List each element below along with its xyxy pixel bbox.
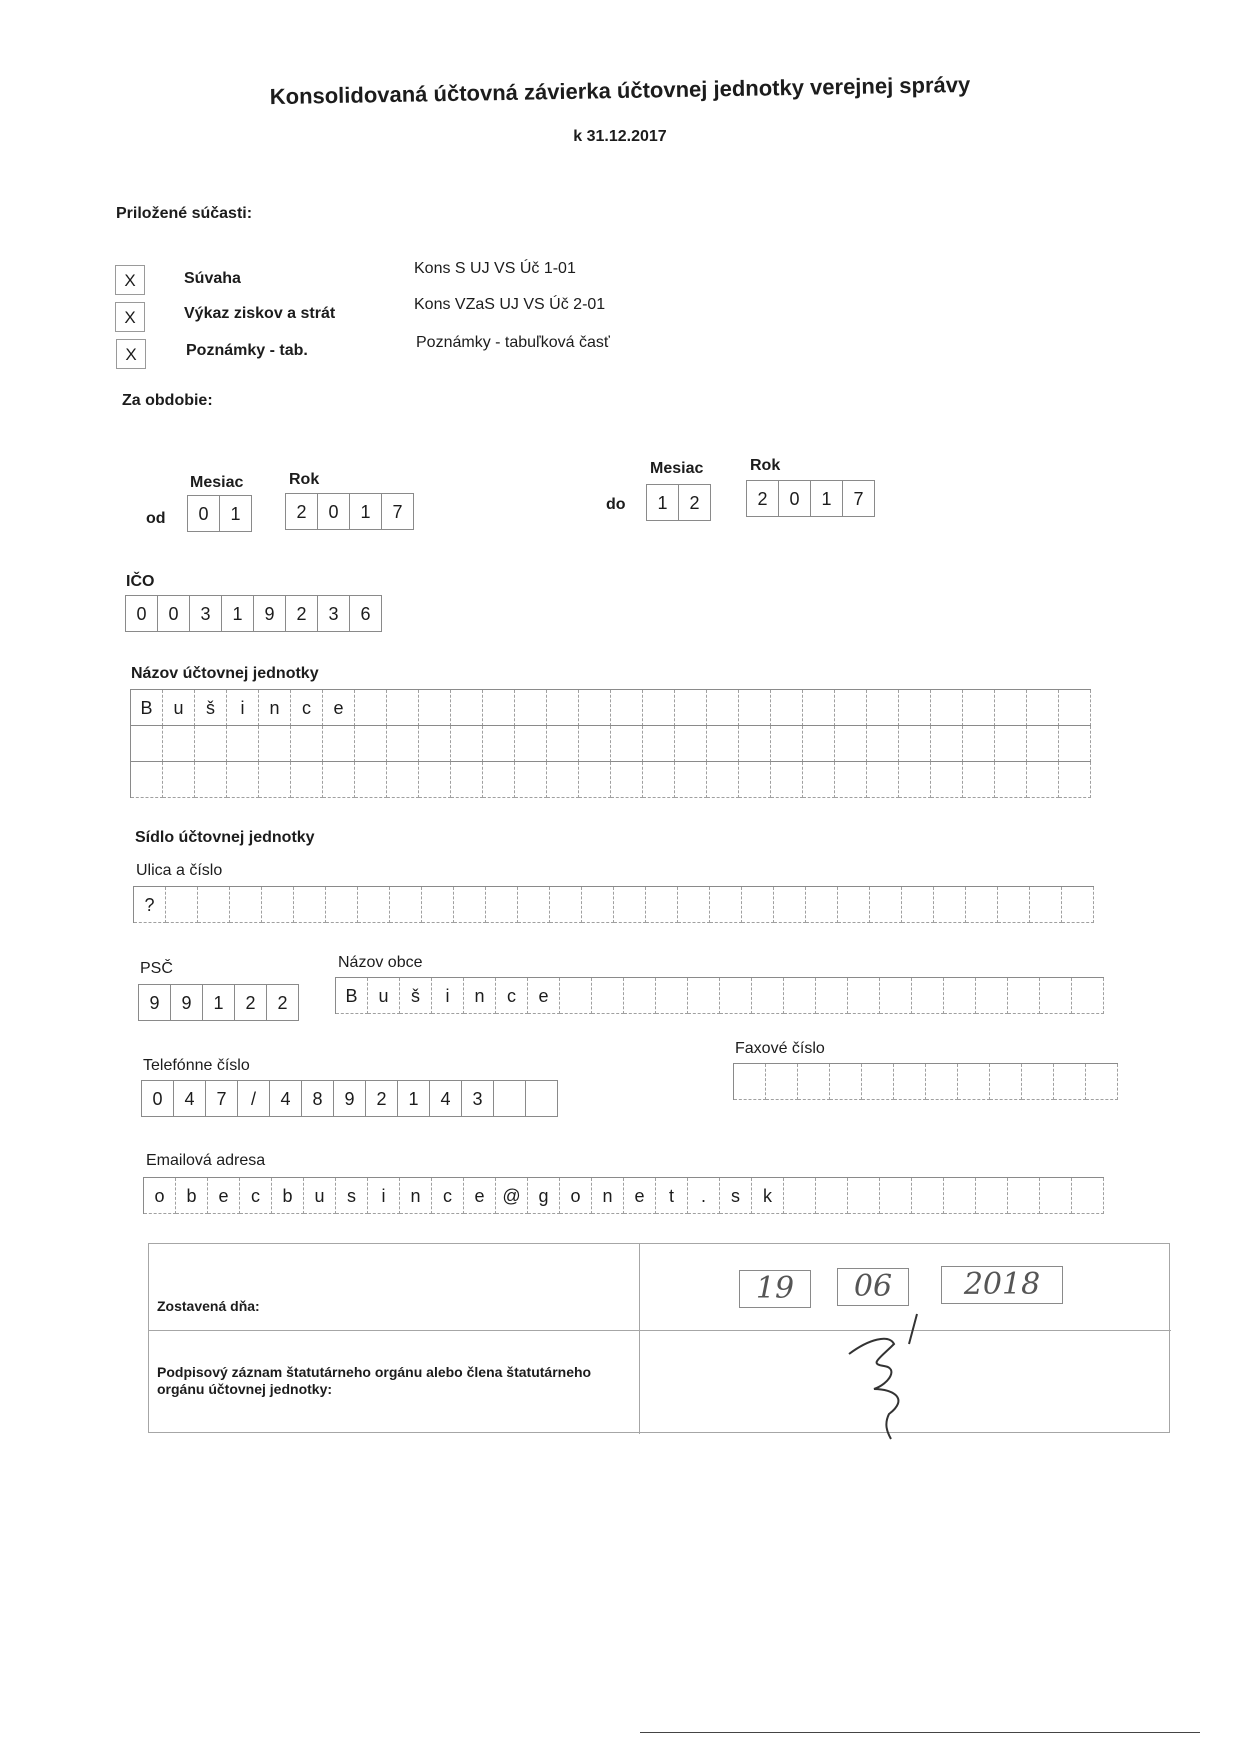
char-cell: i	[432, 978, 464, 1014]
char-cell: 2	[235, 985, 267, 1021]
char-cell	[262, 887, 294, 923]
char-cell	[912, 1178, 944, 1214]
char-cell	[899, 690, 931, 726]
char-cell: e	[624, 1178, 656, 1214]
char-cell	[547, 726, 579, 762]
char-cell	[806, 887, 838, 923]
char-cell	[547, 762, 579, 798]
town-field[interactable]	[335, 977, 1104, 1014]
char-cell	[707, 762, 739, 798]
char-cell	[835, 726, 867, 762]
fax-label: Faxové číslo	[735, 1040, 825, 1057]
page-title: Konsolidovaná účtovná závierka účtovnej jednotky verejnej správy	[269, 71, 971, 110]
char-cell	[931, 762, 963, 798]
ico-label: IČO	[126, 573, 155, 590]
char-cell	[803, 690, 835, 726]
char-cell	[387, 726, 419, 762]
char-cell: .	[688, 1178, 720, 1214]
page-bottom-rule	[640, 1732, 1200, 1733]
char-cell: c	[496, 978, 528, 1014]
char-cell	[798, 1064, 830, 1100]
char-cell	[931, 690, 963, 726]
table-divider	[149, 1330, 1171, 1331]
char-cell: k	[752, 1178, 784, 1214]
char-cell	[870, 887, 902, 923]
char-cell	[355, 726, 387, 762]
from-year-field[interactable]	[285, 493, 414, 530]
char-cell: B	[131, 690, 163, 726]
char-cell	[611, 690, 643, 726]
char-cell	[323, 762, 355, 798]
char-cell: u	[304, 1178, 336, 1214]
char-cell	[643, 690, 675, 726]
char-cell: 9	[254, 596, 286, 632]
char-cell	[944, 1178, 976, 1214]
char-cell	[515, 726, 547, 762]
phone-label: Telefónne číslo	[143, 1057, 250, 1074]
char-cell	[944, 978, 976, 1014]
char-cell: 8	[302, 1081, 334, 1117]
char-cell	[1072, 1178, 1104, 1214]
char-cell: š	[195, 690, 227, 726]
char-cell: /	[238, 1081, 270, 1117]
char-cell	[830, 1064, 862, 1100]
compiled-month: 06	[853, 1269, 893, 1304]
char-cell: o	[144, 1178, 176, 1214]
char-cell	[643, 726, 675, 762]
char-cell	[675, 690, 707, 726]
compiled-year: 2018	[963, 1267, 1041, 1302]
char-cell	[323, 726, 355, 762]
statement-date: k 31.12.2017	[573, 128, 667, 145]
char-cell: 1	[203, 985, 235, 1021]
char-cell	[688, 978, 720, 1014]
char-cell	[1062, 887, 1094, 923]
attachment-name-suvaha: Súvaha	[184, 270, 241, 287]
char-cell: 0	[779, 481, 811, 517]
char-cell	[739, 762, 771, 798]
char-cell	[515, 690, 547, 726]
char-cell: n	[259, 690, 291, 726]
char-cell	[163, 726, 195, 762]
char-cell	[579, 690, 611, 726]
char-cell	[1030, 887, 1062, 923]
char-cell	[934, 887, 966, 923]
char-cell: 4	[270, 1081, 302, 1117]
attachment-code-vzas: Kons VZaS UJ VS Úč 2-01	[414, 296, 606, 313]
char-cell	[848, 1178, 880, 1214]
char-cell: i	[368, 1178, 400, 1214]
unit-name-row-2[interactable]	[130, 725, 1091, 762]
char-cell	[451, 762, 483, 798]
char-cell	[579, 726, 611, 762]
char-cell	[526, 1081, 558, 1117]
char-cell: 1	[220, 496, 252, 532]
char-cell	[784, 978, 816, 1014]
char-cell	[291, 726, 323, 762]
char-cell	[963, 726, 995, 762]
char-cell: 0	[158, 596, 190, 632]
to-year-label: Rok	[750, 457, 781, 474]
char-cell: 0	[188, 496, 220, 532]
char-cell: s	[336, 1178, 368, 1214]
char-cell	[518, 887, 550, 923]
char-cell	[966, 887, 998, 923]
char-cell	[774, 887, 806, 923]
char-cell	[483, 762, 515, 798]
char-cell	[963, 762, 995, 798]
char-cell: e	[464, 1178, 496, 1214]
char-cell: 2	[679, 485, 711, 521]
char-cell: 1	[398, 1081, 430, 1117]
char-cell	[1059, 690, 1091, 726]
char-cell	[1027, 726, 1059, 762]
char-cell	[710, 887, 742, 923]
char-cell	[131, 762, 163, 798]
char-cell	[390, 887, 422, 923]
char-cell	[515, 762, 547, 798]
street-field[interactable]	[133, 886, 1094, 923]
char-cell	[771, 690, 803, 726]
char-cell	[1022, 1064, 1054, 1100]
char-cell	[862, 1064, 894, 1100]
attachment-code-poznamky: Poznámky - tabuľková časť	[416, 334, 610, 351]
char-cell	[931, 726, 963, 762]
char-cell: 9	[139, 985, 171, 1021]
char-cell	[230, 887, 262, 923]
from-month-label: Mesiac	[190, 474, 244, 491]
char-cell	[720, 978, 752, 1014]
period-heading: Za obdobie:	[122, 392, 213, 409]
char-cell	[880, 1178, 912, 1214]
char-cell: 1	[647, 485, 679, 521]
char-cell	[899, 726, 931, 762]
char-cell	[894, 1064, 926, 1100]
char-cell	[990, 1064, 1022, 1100]
attachment-check-poznamky[interactable]: X	[116, 339, 146, 369]
char-cell	[1072, 978, 1104, 1014]
compiled-month-field[interactable]	[837, 1268, 909, 1306]
char-cell	[451, 690, 483, 726]
char-cell: s	[720, 1178, 752, 1214]
signature-table	[148, 1243, 1170, 1433]
char-cell	[646, 887, 678, 923]
char-cell	[259, 726, 291, 762]
char-cell	[1027, 762, 1059, 798]
char-cell	[675, 762, 707, 798]
char-cell	[387, 762, 419, 798]
char-cell: u	[163, 690, 195, 726]
char-cell: @	[496, 1178, 528, 1214]
char-cell	[880, 978, 912, 1014]
char-cell	[131, 726, 163, 762]
char-cell	[739, 690, 771, 726]
char-cell	[643, 762, 675, 798]
char-cell	[419, 762, 451, 798]
char-cell: 1	[350, 494, 382, 530]
char-cell	[867, 690, 899, 726]
char-cell: b	[272, 1178, 304, 1214]
from-label: od	[146, 510, 166, 527]
from-year-label: Rok	[289, 471, 320, 488]
email-field[interactable]	[143, 1177, 1104, 1214]
char-cell	[195, 762, 227, 798]
char-cell	[579, 762, 611, 798]
char-cell	[912, 978, 944, 1014]
char-cell: 2	[286, 596, 318, 632]
char-cell	[734, 1064, 766, 1100]
char-cell	[867, 762, 899, 798]
town-label: Názov obce	[338, 954, 423, 971]
from-month-field[interactable]	[187, 495, 252, 532]
char-cell	[451, 726, 483, 762]
char-cell	[355, 690, 387, 726]
char-cell	[803, 762, 835, 798]
char-cell	[784, 1178, 816, 1214]
char-cell	[259, 762, 291, 798]
char-cell	[958, 1064, 990, 1100]
char-cell	[995, 690, 1027, 726]
char-cell: c	[291, 690, 323, 726]
char-cell	[998, 887, 1030, 923]
char-cell	[771, 762, 803, 798]
char-cell	[1040, 1178, 1072, 1214]
table-divider	[639, 1244, 640, 1434]
to-year-field[interactable]	[746, 480, 875, 517]
char-cell: e	[323, 690, 355, 726]
compiled-day: 19	[755, 1271, 795, 1306]
char-cell	[766, 1064, 798, 1100]
char-cell: ?	[134, 887, 166, 923]
char-cell: n	[464, 978, 496, 1014]
char-cell	[707, 690, 739, 726]
char-cell	[198, 887, 230, 923]
char-cell	[422, 887, 454, 923]
char-cell	[294, 887, 326, 923]
char-cell	[1008, 1178, 1040, 1214]
char-cell: 1	[222, 596, 254, 632]
char-cell: 7	[382, 494, 414, 530]
char-cell	[976, 1178, 1008, 1214]
to-label: do	[606, 496, 626, 513]
handwritten-signature-icon	[839, 1304, 949, 1444]
char-cell	[739, 726, 771, 762]
char-cell	[624, 978, 656, 1014]
char-cell	[771, 726, 803, 762]
char-cell	[195, 726, 227, 762]
char-cell: 3	[462, 1081, 494, 1117]
char-cell	[486, 887, 518, 923]
attachment-name-poznamky: Poznámky - tab.	[186, 342, 308, 359]
char-cell	[166, 887, 198, 923]
char-cell: n	[400, 1178, 432, 1214]
char-cell	[926, 1064, 958, 1100]
street-label: Ulica a číslo	[136, 862, 223, 879]
char-cell: 2	[747, 481, 779, 517]
char-cell	[611, 762, 643, 798]
char-cell	[611, 726, 643, 762]
char-cell	[547, 690, 579, 726]
char-cell: c	[240, 1178, 272, 1214]
char-cell: B	[336, 978, 368, 1014]
char-cell: 1	[811, 481, 843, 517]
compiled-year-field[interactable]	[941, 1266, 1063, 1304]
char-cell	[675, 726, 707, 762]
unit-name-row-1[interactable]	[130, 689, 1091, 726]
char-cell: e	[208, 1178, 240, 1214]
attachment-check-vzas[interactable]: X	[115, 302, 145, 332]
char-cell	[358, 887, 390, 923]
char-cell: c	[432, 1178, 464, 1214]
char-cell	[678, 887, 710, 923]
email-label: Emailová adresa	[146, 1152, 266, 1169]
attachment-code-suvaha: Kons S UJ VS Úč 1-01	[414, 260, 576, 277]
char-cell: 6	[350, 596, 382, 632]
char-cell	[742, 887, 774, 923]
char-cell	[899, 762, 931, 798]
char-cell: e	[528, 978, 560, 1014]
char-cell	[835, 690, 867, 726]
char-cell	[582, 887, 614, 923]
char-cell	[838, 887, 870, 923]
char-cell	[614, 887, 646, 923]
char-cell: 0	[126, 596, 158, 632]
seat-heading: Sídlo účtovnej jednotky	[135, 829, 315, 846]
char-cell	[483, 726, 515, 762]
char-cell	[963, 690, 995, 726]
char-cell: i	[227, 690, 259, 726]
char-cell	[1054, 1064, 1086, 1100]
char-cell	[550, 887, 582, 923]
char-cell	[1008, 978, 1040, 1014]
char-cell: o	[560, 1178, 592, 1214]
char-cell	[454, 887, 486, 923]
char-cell	[483, 690, 515, 726]
char-cell: 3	[190, 596, 222, 632]
char-cell: 4	[430, 1081, 462, 1117]
char-cell: 3	[318, 596, 350, 632]
char-cell: 4	[174, 1081, 206, 1117]
char-cell: 0	[142, 1081, 174, 1117]
char-cell	[560, 978, 592, 1014]
char-cell	[656, 978, 688, 1014]
char-cell: š	[400, 978, 432, 1014]
unit-name-row-3[interactable]	[130, 761, 1091, 798]
psc-field[interactable]	[138, 984, 299, 1021]
char-cell: g	[528, 1178, 560, 1214]
char-cell	[227, 762, 259, 798]
char-cell	[419, 690, 451, 726]
char-cell	[848, 978, 880, 1014]
char-cell	[163, 762, 195, 798]
char-cell	[995, 726, 1027, 762]
char-cell: 7	[843, 481, 875, 517]
char-cell	[592, 978, 624, 1014]
char-cell: 9	[171, 985, 203, 1021]
char-cell	[867, 726, 899, 762]
char-cell: 2	[267, 985, 299, 1021]
ico-field[interactable]	[125, 595, 382, 632]
char-cell	[816, 1178, 848, 1214]
char-cell	[835, 762, 867, 798]
char-cell: b	[176, 1178, 208, 1214]
char-cell	[816, 978, 848, 1014]
char-cell	[976, 978, 1008, 1014]
unit-name-label: Názov účtovnej jednotky	[131, 665, 319, 682]
char-cell	[387, 690, 419, 726]
char-cell: 2	[366, 1081, 398, 1117]
char-cell	[995, 762, 1027, 798]
char-cell	[1059, 762, 1091, 798]
to-month-field[interactable]	[646, 484, 711, 521]
char-cell: 0	[318, 494, 350, 530]
char-cell	[902, 887, 934, 923]
compiled-label: Zostavená dňa:	[157, 1298, 260, 1314]
fax-field[interactable]	[733, 1063, 1118, 1100]
char-cell	[1040, 978, 1072, 1014]
char-cell: u	[368, 978, 400, 1014]
char-cell	[326, 887, 358, 923]
char-cell	[227, 726, 259, 762]
char-cell: 2	[286, 494, 318, 530]
char-cell: 7	[206, 1081, 238, 1117]
psc-label: PSČ	[140, 960, 173, 977]
char-cell	[355, 762, 387, 798]
attachment-name-vzas: Výkaz ziskov a strát	[184, 305, 336, 322]
sign-label: Podpisový záznam štatutárneho orgánu alebo člena štatutárneho orgánu účtovnej jednotky:	[157, 1364, 592, 1397]
char-cell	[1059, 726, 1091, 762]
char-cell: 9	[334, 1081, 366, 1117]
attachment-check-suvaha[interactable]: X	[115, 265, 145, 295]
char-cell: t	[656, 1178, 688, 1214]
char-cell	[494, 1081, 526, 1117]
char-cell	[803, 726, 835, 762]
char-cell	[419, 726, 451, 762]
char-cell: n	[592, 1178, 624, 1214]
to-month-label: Mesiac	[650, 460, 704, 477]
char-cell	[291, 762, 323, 798]
char-cell	[707, 726, 739, 762]
char-cell	[1086, 1064, 1118, 1100]
compiled-day-field[interactable]	[739, 1270, 811, 1308]
char-cell	[752, 978, 784, 1014]
phone-field[interactable]	[141, 1080, 558, 1117]
attachments-heading: Priložené súčasti:	[116, 205, 253, 222]
char-cell	[1027, 690, 1059, 726]
